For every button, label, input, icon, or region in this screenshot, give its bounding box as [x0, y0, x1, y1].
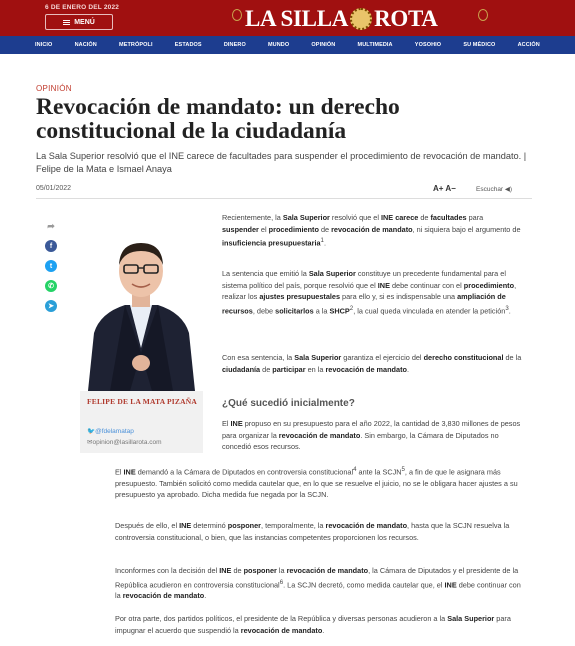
logo-gear-icon — [350, 8, 372, 30]
nav-multimedia[interactable]: MULTIMEDIA — [357, 42, 393, 48]
nav-metropoli[interactable]: METRÓPOLI — [119, 42, 153, 48]
ornament-icon — [478, 9, 488, 21]
paragraph-6: Después de ello, el INE determinó posponer, temporalmente, la revocación de mandato, hasta que la SCJN resuelva la controversia constitucional, o bien, que las instancias competentes proporcionen los recursos. — [115, 521, 510, 542]
logo-text-2: ROTA — [374, 6, 438, 31]
facebook-icon[interactable]: f — [45, 240, 57, 252]
logo-text: LA SILLA — [245, 6, 349, 31]
mail-icon: ✉ — [87, 439, 93, 446]
share-icon[interactable]: ➦ — [47, 220, 55, 231]
author-info — [80, 391, 203, 453]
section-label[interactable]: OPINIÓN — [36, 84, 72, 93]
paragraph-8: Por otra parte, dos partidos políticos, el presidente de la República y diversas personas acudieron a la Sala Superior para impugnar el acuerdo que suspendió la revocación de mandato. — [115, 614, 511, 635]
article-meta — [36, 179, 532, 199]
main-nav — [0, 36, 575, 54]
nav-yosohio[interactable]: YOSOHIO — [414, 42, 442, 48]
nav-nacion[interactable]: NACIÓN — [74, 42, 97, 48]
share-bar — [45, 220, 59, 320]
author-portrait — [80, 213, 203, 391]
hamburger-icon — [63, 20, 70, 25]
menu-button[interactable] — [45, 14, 113, 30]
paragraph-2: La sentencia que emitió la Sala Superior constituye un precedente fundamental para el sistema político del país, porque resolvió que el INE debe continuar con el procedimiento, realizar los ajustes presupuestales para ello y, si es indispensable una ampliación de recursos, debe solicitarlos a la SHCP$^2$, la cual queda vinculada en atender la petición$^3$. — [222, 269, 517, 315]
article-summary: La Sala Superior resolvió que el INE carece de facultades para suspender el procedimiento de revocación de mandato. | Felipe de la Mata e Ismael Anaya — [36, 151, 527, 174]
nav-accion[interactable]: ACCIÓN — [517, 42, 540, 48]
author-email[interactable] — [87, 438, 162, 446]
article-title: Revocación de mandato: un derecho constitucional de la ciudadanía — [36, 94, 400, 144]
paragraph-7: Inconformes con la decisión del INE de posponer la revocación de mandato, la Cámara de Diputados y el presidente de la República acudieron en controversia constitucional$^6$. La SCJN decretó, como medida cautelar que, el INE debe continuar con la revocación de mandato. — [115, 566, 521, 601]
whatsapp-icon[interactable]: ✆ — [45, 280, 57, 292]
author-name[interactable]: FELIPE DE LA MATA PIZAÑA — [87, 397, 197, 406]
nav-estados[interactable]: ESTADOS — [174, 42, 202, 48]
publish-date: 05/01/2022 — [36, 185, 72, 192]
twitter-icon[interactable]: t — [45, 260, 57, 272]
twitter-small-icon: 🐦 — [87, 428, 96, 435]
font-size-controls[interactable]: A+ A− — [433, 184, 456, 193]
author-card — [80, 213, 203, 453]
nav-inicio[interactable]: INICIO — [35, 42, 53, 48]
listen-button[interactable] — [476, 185, 512, 193]
site-logo[interactable] — [245, 5, 438, 33]
twitter-handle: @fdelamatap — [95, 428, 134, 435]
nav-su-medico[interactable]: SU MÉDICO — [463, 42, 496, 48]
author-twitter[interactable] — [87, 427, 134, 435]
speaker-icon: ◀) — [504, 186, 513, 193]
paragraph-3: Con esa sentencia, la Sala Superior garantiza el ejercicio del derecho constitucional de la ciudadanía de participar en la revocación de mandato. — [222, 353, 522, 374]
paragraph-5: El INE demandó a la Cámara de Diputados en controversia constitucional$^4$ ante la SCJN$^5$, a fin de que le asignara más presupuesto. También solicitó como medida cautelar que, en lo que se resuelve el juicio, no se le obligara hacer ajustes a su presupuesto ya aprobado. Dicha medida fue negada por la SCJN. — [115, 466, 518, 500]
telegram-icon[interactable]: ➤ — [45, 300, 57, 312]
nav-dinero[interactable]: DINERO — [223, 42, 246, 48]
email-address: opinion@lasillarota.com — [92, 439, 162, 446]
nav-mundo[interactable]: MUNDO — [267, 42, 290, 48]
top-header — [0, 0, 575, 36]
listen-label: Escuchar — [476, 186, 504, 193]
paragraph-1: Recientemente, la Sala Superior resolvió que el INE carece de facultades para suspender el procedimiento de revocación de mandato, ni siquiera bajo el argumento de insuficiencia presupuestaria$^1$. — [222, 213, 521, 248]
menu-label: MENÚ — [74, 18, 95, 26]
author-photo — [80, 213, 203, 391]
paragraph-4: El INE propuso en su presupuesto para el año 2022, la cantidad de 3,830 millones de pesos para organizar la revocación de mandato. Sin embargo, la Cámara de Diputados no concedió esos recursos. — [222, 419, 521, 451]
header-date: 6 DE ENERO DEL 2022 — [45, 4, 120, 11]
nav-opinion[interactable]: OPINIÓN — [311, 42, 336, 48]
section-heading: ¿Qué sucedió inicialmente? — [222, 398, 355, 409]
ornament-icon — [232, 9, 242, 21]
